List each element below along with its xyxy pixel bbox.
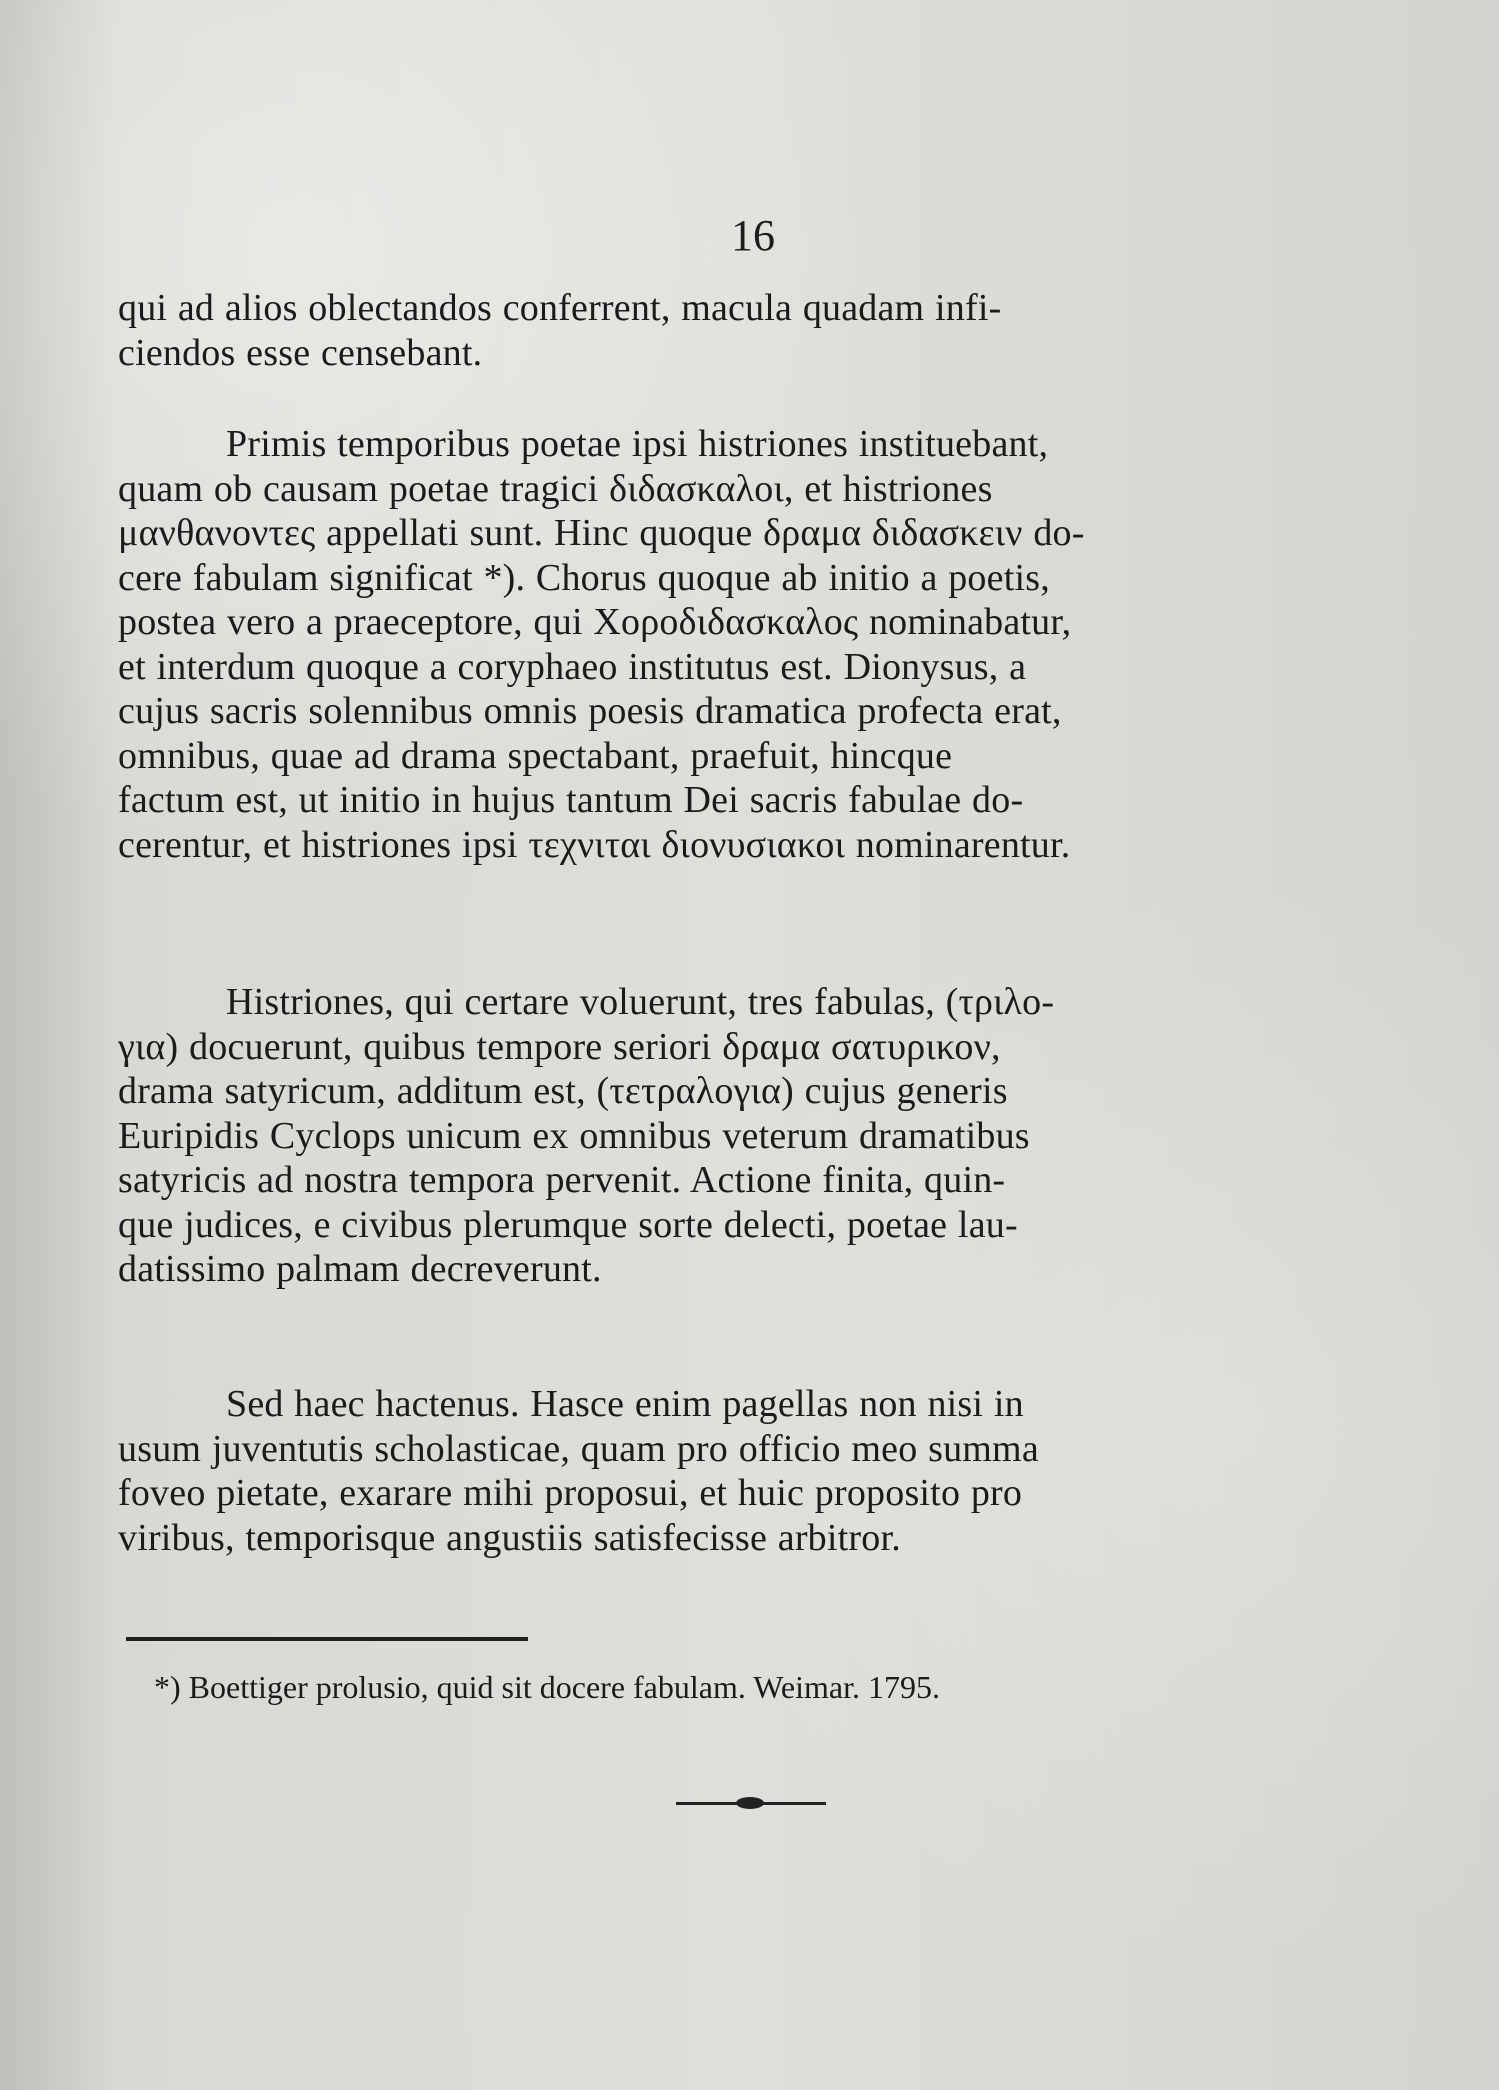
text-line: qui ad alios oblectandos conferrent, macula quadam infi- [118,287,1002,329]
text-line: cerentur, et histriones ipsi τεχνιται διονυσιακοι nominarentur. [118,823,1071,866]
text-line: Euripidis Cyclops unicum ex omnibus veterum dramatibus [118,1114,1030,1157]
text-line: Primis temporibus poetae ipsi histriones instituebant, [226,423,1049,465]
text-line: postea vero a praeceptore, qui Χοροδιδασκαλος nominabatur, [118,601,1072,643]
paragraph-2 [118,422,1370,867]
text-line: Sed haec hactenus. Hasce enim pagellas non nisi in [226,1383,1024,1425]
text-line: datissimo palmam decreverunt. [118,1248,602,1290]
text-line: et interdum quoque a coryphaeo institutus est. Dionysus, a [118,645,1027,688]
text-line: omnibus, quae ad drama spectabant, praefuit, hincque [118,734,953,777]
text-line: μανθανοντες appellati sunt. Hinc quoque δραμα διδασκειν do- [118,512,1085,554]
paragraph-1 [118,286,1370,375]
footnote: *) Boettiger prolusio, quid sit docere fabulam. Weimar. 1795. [154,1669,940,1705]
text-line: factum est, ut initio in hujus tantum Dei sacris fabulae do- [118,779,1024,821]
decorative-ornament [676,1797,826,1811]
text-line: για) docuerunt, quibus tempore seriori δραμα σατυρικον, [118,1025,1001,1068]
text-line: cujus sacris solennibus omnis poesis dramatica profecta erat, [118,690,1062,732]
ornament-center [736,1797,764,1809]
text-line: Histriones, qui certare voluerunt, tres fabulas, (τριλο- [226,981,1055,1023]
text-line: drama satyricum, additum est, (τετραλογια) cujus generis [118,1070,1008,1112]
text-line: que judices, e civibus plerumque sorte delecti, poetae lau- [118,1203,1018,1246]
text-line: foveo pietate, exarare mihi proposui, et huic proposito pro [118,1472,1023,1514]
text-line: usum juventutis scholasticae, quam pro officio meo summa [118,1427,1039,1470]
paragraph-3 [118,980,1370,1292]
text-line: ciendos esse censebant. [118,331,483,374]
footnote-rule [126,1637,528,1641]
text-line: cere fabulam significat *). Chorus quoque ab initio a poetis, [118,556,1050,599]
text-line: satyricis ad nostra tempora pervenit. Actione finita, quin- [118,1159,1006,1201]
paragraph-4 [118,1382,1370,1560]
page-number: 16 [731,211,775,260]
text-line: quam ob causam poetae tragici διδασκαλοι, et histriones [118,467,993,510]
text-line: viribus, temporisque angustiis satisfecisse arbitror. [118,1516,901,1559]
